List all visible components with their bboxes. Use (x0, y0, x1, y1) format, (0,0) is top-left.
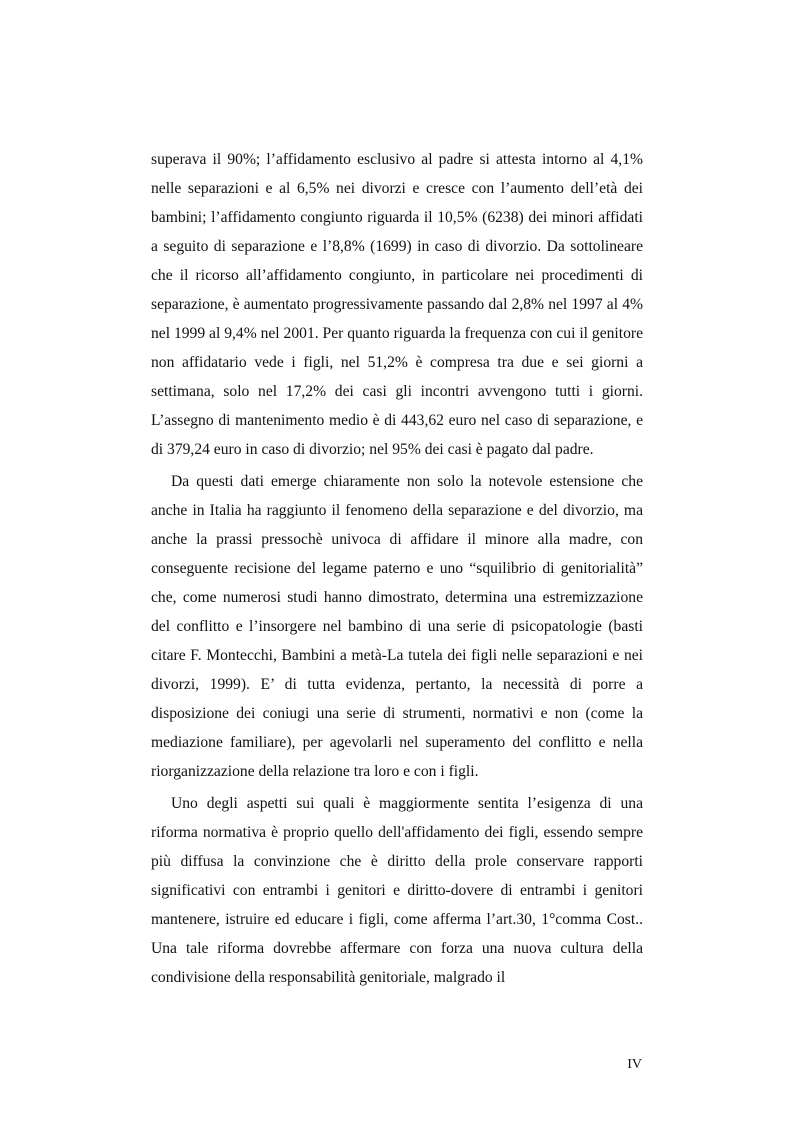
body-text (151, 145, 643, 992)
paragraph-1: superava il 90%; l’affidamento esclusivo al padre si attesta intorno al 4,1% nelle separazioni e al 6,5% nei divorzi e cresce con l’aumento dell’età dei bambini; l’affidamento congiunto riguarda il 10,5% (6238) dei minori affidati a seguito di separazione e l’8,8% (1699) in caso di divorzio. Da sottolineare che il ricorso all’affidamento congiunto, in particolare nei procedimenti di separazione, è aumentato progressivamente passando dal 2,8% nel 1997 al 4% nel 1999 al 9,4% nel 2001. Per quanto riguarda la frequenza con cui il genitore non affidatario vede i figli, nel 51,2% è compresa tra due e sei giorni a settimana, solo nel 17,2% dei casi gli incontri avvengono tutti i giorni. L’assegno di mantenimento medio è di 443,62 euro nel caso di separazione, e di 379,24 euro in caso di divorzio; nel 95% dei casi è pagato dal padre. (151, 151, 643, 458)
paragraph-2: Da questi dati emerge chiaramente non solo la notevole estensione che anche in Italia ha raggiunto il fenomeno della separazione e del divorzio, ma anche la prassi pressochè univoca di affidare il minore alla madre, con conseguente recisione del legame paterno e uno “squilibrio di genitorialità” che, come numerosi studi hanno dimostrato, determina una estremizzazione del conflitto e l’insorgere nel bambino di una serie di psicopatologie (basti citare F. Montecchi, Bambini a metà-La tutela dei figli nelle separazioni e nei divorzi, 1999). E’ di tutta evidenza, pertanto, la necessità di porre a disposizione dei coniugi una serie di strumenti, normativi e non (come la mediazione familiare), per agevolarli nel superamento del conflitto e nella riorganizzazione della relazione tra loro e con i figli. (151, 473, 643, 780)
paragraph-3: Uno degli aspetti sui quali è maggiormente sentita l’esigenza di una riforma normativa è proprio quello dell'affidamento dei figli, essendo sempre più diffusa la convinzione che è diritto della prole conservare rapporti significativi con entrambi i genitori e diritto-dovere di entrambi i genitori mantenere, istruire ed educare i figli, come afferma l’art.30, 1°comma Cost.. Una tale riforma dovrebbe affermare con forza una nuova cultura della condivisione della responsabilità genitoriale, malgrado il (151, 795, 643, 986)
page-number: IV (627, 1057, 642, 1072)
